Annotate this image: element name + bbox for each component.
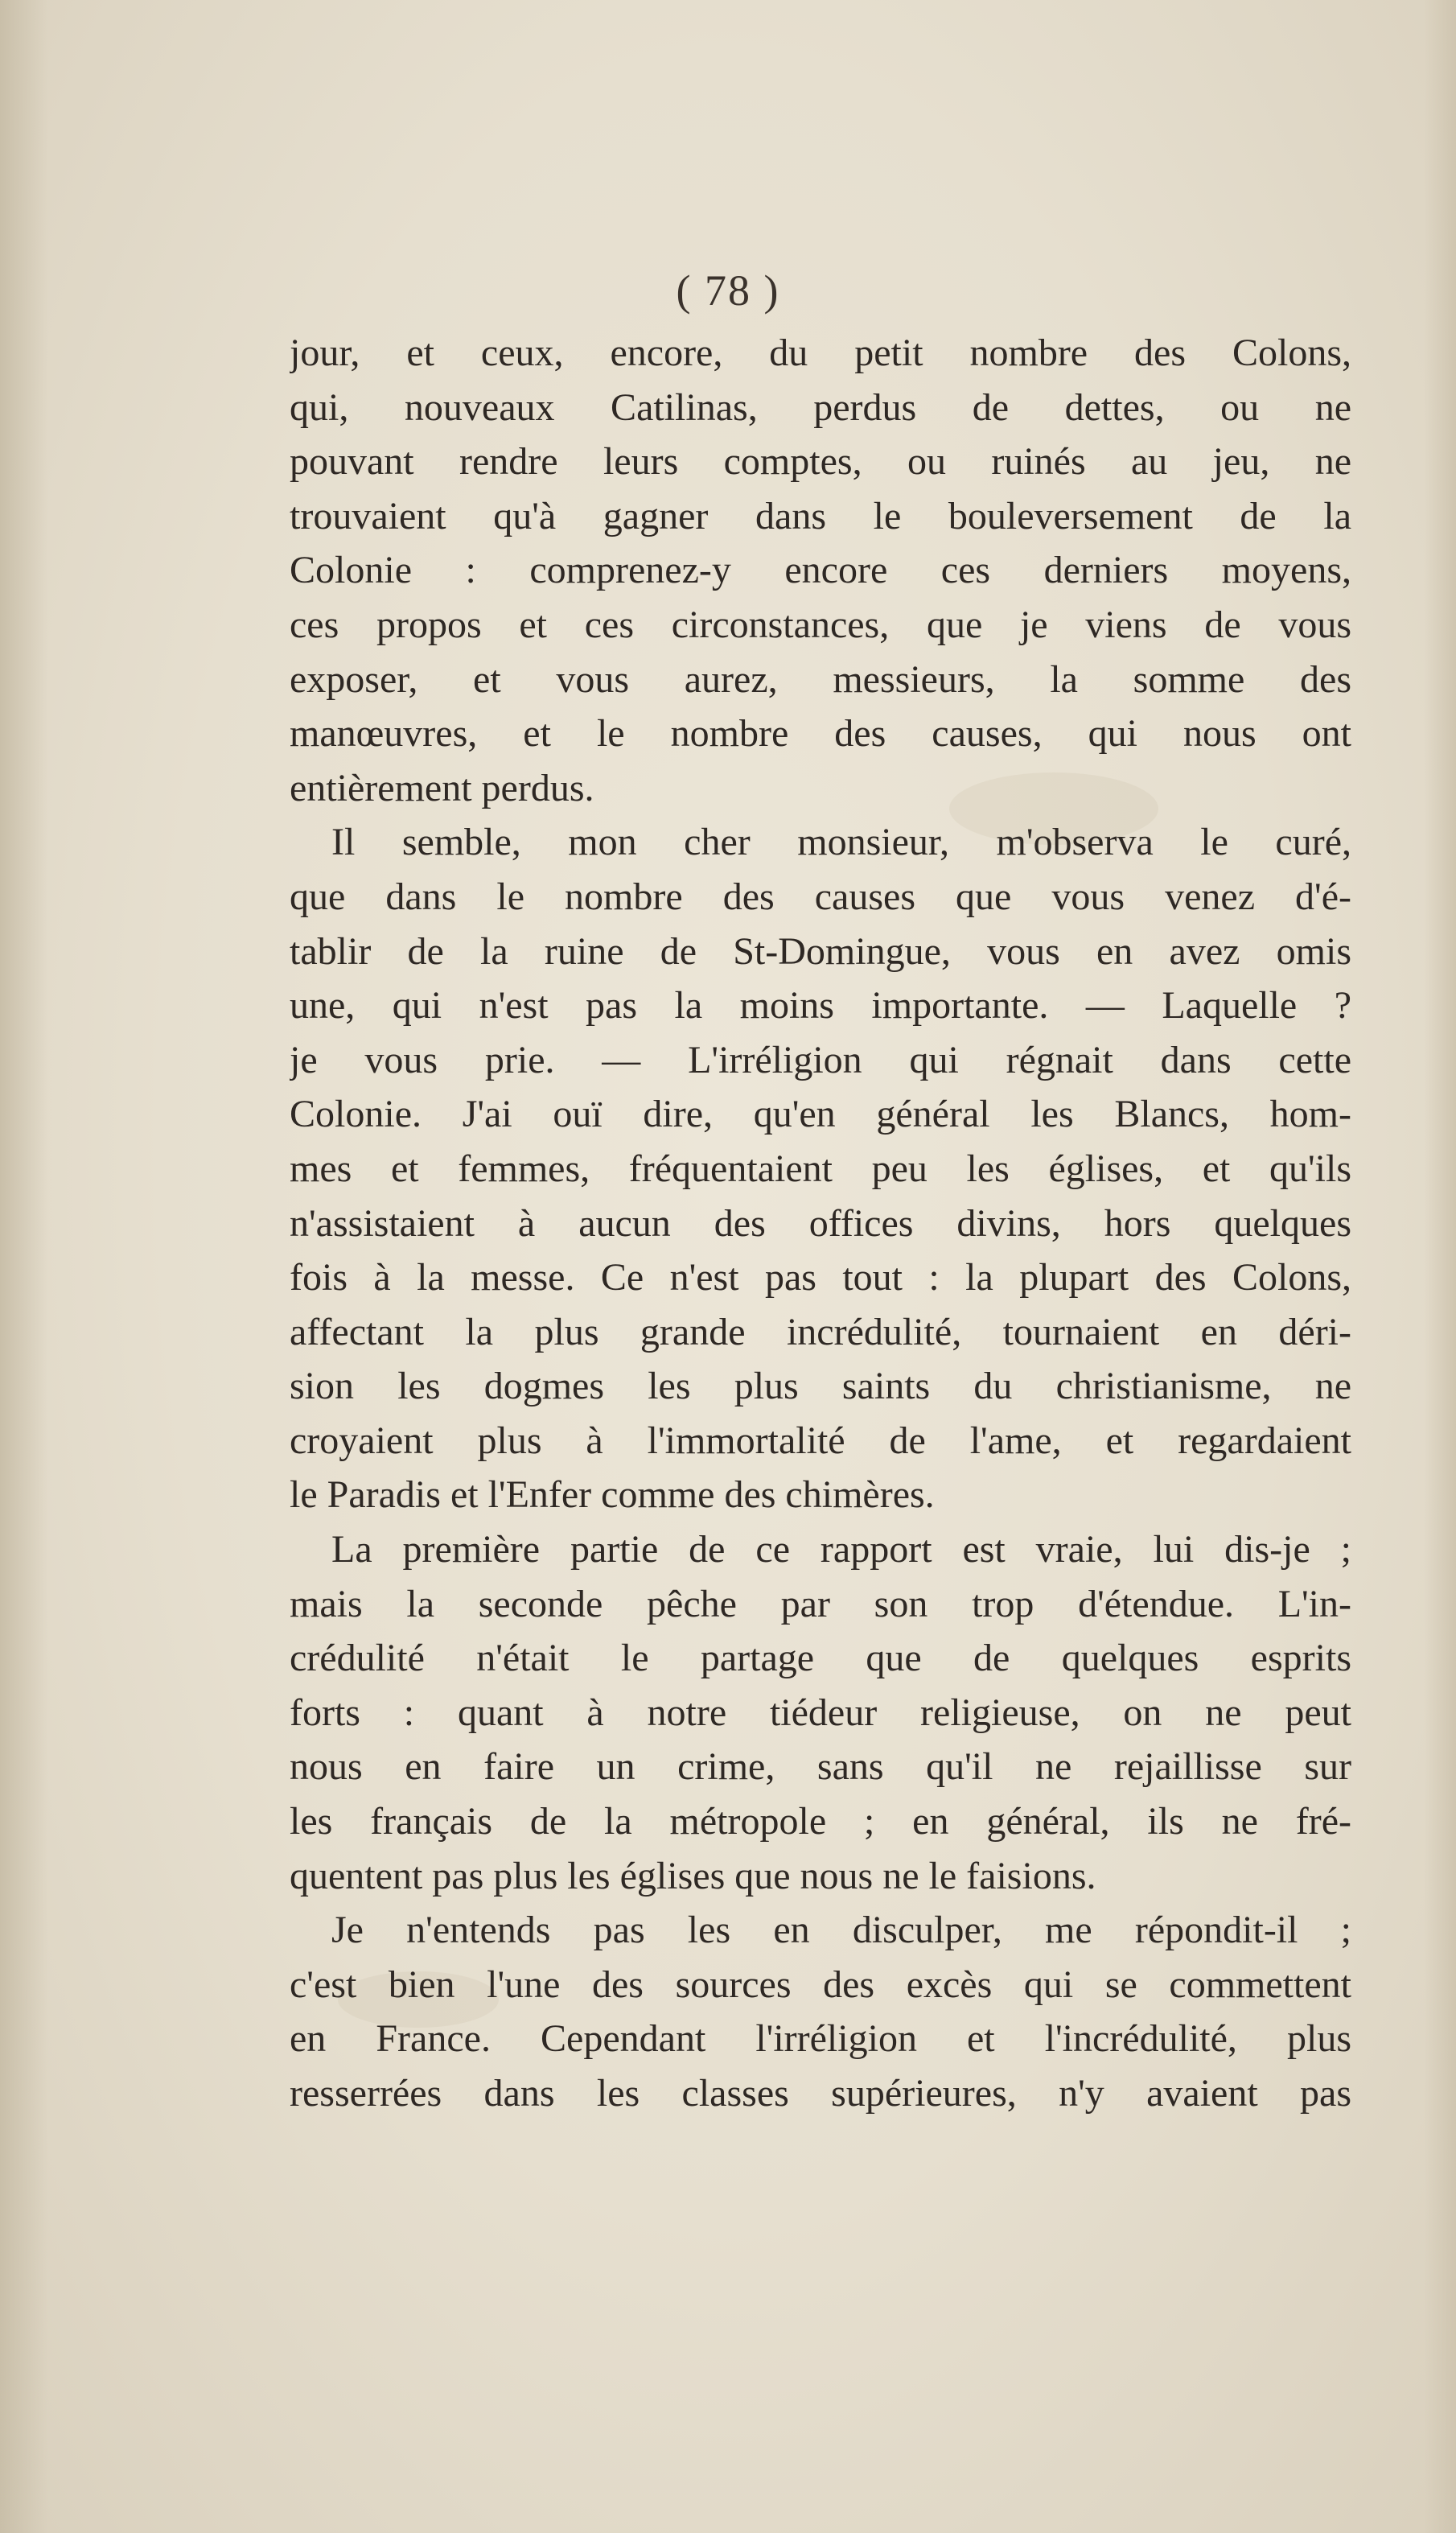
text-line: qui, nouveaux Catilinas, perdus de dettes, ou ne (290, 385, 1351, 429)
text-line: crédulité n'était le partage que de quelques esprits (290, 1637, 1351, 1680)
text-line: une, qui n'est pas la moins importante. — Laquelle ? (290, 984, 1351, 1028)
text-line: nous en faire un crime, sans qu'il ne rejaillisse sur (290, 1745, 1351, 1789)
text-line: ces propos et ces circonstances, que je viens de vous (290, 603, 1351, 646)
text-line: Colonie. J'ai ouï dire, qu'en général les Blancs, hom- (290, 1093, 1351, 1136)
text-line: entièrement perdus. (290, 766, 594, 809)
text-line: quentent pas plus les églises que nous ne le faisions. (290, 1854, 1096, 1897)
text-line: je vous prie. — L'irréligion qui régnait dans cette (290, 1038, 1351, 1081)
text-line: c'est bien l'une des sources des excès qui se commettent (290, 1963, 1351, 2006)
text-line: exposer, et vous aurez, messieurs, la somme des (290, 657, 1351, 701)
page-number: ( 78 ) (676, 266, 780, 315)
text-line: le Paradis et l'Enfer comme des chimères. (290, 1473, 935, 1517)
text-line: Je n'entends pas les en disculper, me répondit-il ; (331, 1909, 1351, 1952)
text-line: tablir de la ruine de St-Domingue, vous en avez omis (290, 929, 1351, 973)
body-text (290, 326, 1351, 2121)
page-left-edge-shadow (0, 0, 48, 2533)
text-line: mais la seconde pêche par son trop d'étendue. L'in- (290, 1582, 1351, 1625)
text-line: les français de la métropole ; en général, ils ne fré- (290, 1800, 1351, 1843)
text-line: forts : quant à notre tiédeur religieuse, on ne peut (290, 1691, 1351, 1734)
text-line: Il semble, mon cher monsieur, m'observa le curé, (331, 821, 1351, 864)
text-line: trouvaient qu'à gagner dans le bouleversement de la (290, 494, 1351, 537)
page-right-edge-shadow (1424, 0, 1456, 2533)
text-line: jour, et ceux, encore, du petit nombre des Colons, (290, 332, 1351, 374)
text-line: manœuvres, et le nombre des causes, qui nous ont (290, 712, 1351, 756)
text-line: en France. Cependant l'irréligion et l'incrédulité, plus (290, 2017, 1351, 2061)
text-line: Colonie : comprenez-y encore ces derniers moyens, (290, 549, 1351, 592)
text-line: fois à la messe. Ce n'est pas tout : la plupart des Colons, (290, 1256, 1351, 1299)
text-line: croyaient plus à l'immortalité de l'ame, et regardaient (290, 1419, 1351, 1462)
text-line: pouvant rendre leurs comptes, ou ruinés au jeu, ne (290, 440, 1351, 484)
text-line: mes et femmes, fréquentaient peu les églises, et qu'ils (290, 1147, 1351, 1190)
text-line: que dans le nombre des causes que vous venez d'é- (290, 875, 1351, 918)
text-line: sion les dogmes les plus saints du christianisme, ne (290, 1365, 1351, 1408)
text-line: La première partie de ce rapport est vraie, lui dis-je ; (331, 1528, 1351, 1571)
text-line: n'assistaient à aucun des offices divins, hors quelques (290, 1201, 1351, 1245)
text-line: resserrées dans les classes supérieures, n'y avaient pas (290, 2072, 1351, 2115)
text-line: affectant la plus grande incrédulité, tournaient en déri- (290, 1310, 1351, 1353)
